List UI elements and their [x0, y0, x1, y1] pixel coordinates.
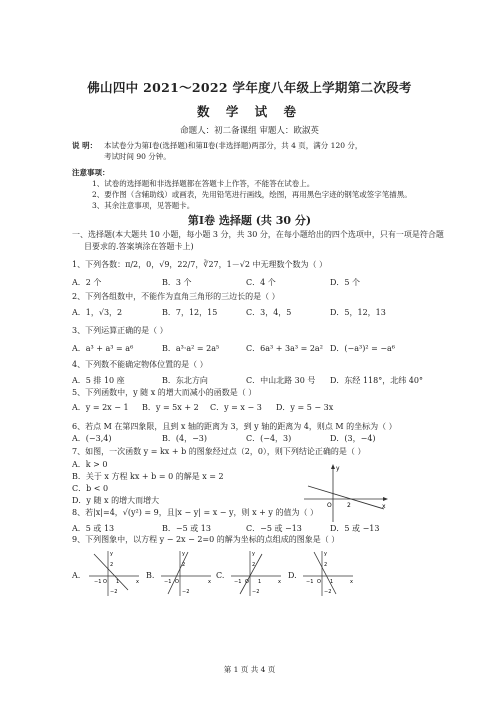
- q4-option-c: C．中山北路 30 号: [246, 376, 316, 385]
- q7-function-line: [308, 486, 384, 509]
- q9c-tick-neg1: −1: [234, 579, 242, 585]
- q9b-tick-neg1: −1: [164, 579, 172, 585]
- q7-option-d: D．y 随 x 的增大而增大: [72, 496, 160, 505]
- q1-option-b: B．3 个: [162, 278, 192, 287]
- exam-title: 佛山四中 2021～2022 学年度八年级上学期第二次段考: [87, 80, 412, 95]
- caution-label: 注意事项：: [72, 168, 110, 177]
- q2-option-a: A．1，√3，2: [72, 308, 123, 317]
- q9a-origin: O: [103, 579, 107, 585]
- notes-line-2: 考试时间 90 分钟。: [104, 152, 171, 161]
- q9d-tick-neg2: −2: [324, 589, 332, 595]
- q6-option-b: B．(4，−3): [162, 434, 208, 443]
- q7-origin-label: O: [327, 502, 332, 509]
- caution-item-1: 1、试卷的选择题和非选择题都在答题卡上作答，不能答在试卷上。: [92, 179, 315, 188]
- q9b-y-label: y: [182, 551, 185, 557]
- q9a-x-label: x: [136, 579, 139, 585]
- q9-graph-b: [158, 548, 214, 598]
- q9b-tick-neg2: −2: [182, 589, 190, 595]
- q9a-tick-neg2: −2: [110, 589, 118, 595]
- q4-option-b: B．东北方向: [162, 376, 208, 385]
- q9-option-b: B.: [146, 571, 155, 580]
- q3-option-d: D．(−a³)² = −a⁶: [330, 344, 396, 353]
- q9-option-d: D.: [288, 571, 297, 580]
- q5-option-b: B．y = 5x + 2: [142, 403, 199, 412]
- q7-option-c: C．b < 0: [72, 484, 109, 493]
- q7-x-label: x: [382, 503, 386, 510]
- notes-label: 说 明：: [72, 141, 98, 150]
- q8-stem: 8、若|x|=4，√(y²) = 9，且|x − y| = x − y，则 x + y 的值为（ ）: [72, 508, 318, 517]
- q7-option-a: A．k > 0: [72, 460, 108, 469]
- q6-option-d: D．(3，−4): [330, 434, 376, 443]
- q8-option-b: B．−5 或 13: [162, 524, 211, 533]
- q6-option-a: A．(−3,4): [72, 434, 112, 443]
- q1-option-c: C．4 个: [246, 278, 276, 287]
- q2-option-c: C．3，4，5: [246, 308, 292, 317]
- q5-option-a: A．y = 2x − 1: [72, 403, 129, 412]
- q9d-function-line: [314, 552, 336, 594]
- q9-graph-c: [228, 548, 284, 598]
- q3-option-b: B．a³·a² = 2a⁵: [162, 344, 220, 353]
- q7-y-label: y: [336, 465, 340, 472]
- q2-option-d: D．5，12，13: [330, 308, 386, 317]
- q8-option-a: A．5 或 13: [72, 524, 115, 533]
- q9c-tick-1: 1: [258, 579, 262, 585]
- q4-option-d: D．东经 118°，北纬 40°: [330, 376, 423, 385]
- q1-option-a: A．2 个: [72, 278, 102, 287]
- exam-subtitle: 数 学 试 卷: [196, 104, 303, 119]
- q7-option-b: B．关于 x 方程 kx + b = 0 的解是 x = 2: [72, 472, 224, 481]
- q6-option-c: C．(−4，3): [246, 434, 292, 443]
- q9-stem: 9、下列图象中，以方程 y − 2x − 2=0 的解为坐标的点组成的图象是（ ）: [72, 535, 340, 544]
- q9b-tick-2: 2: [182, 562, 186, 568]
- q2-stem: 2、下列各组数中，不能作为直角三角形的三边长的是（ ）: [72, 292, 280, 301]
- q9c-y-label: y: [252, 551, 255, 557]
- q9d-x-label: x: [350, 579, 353, 585]
- q9d-tick-1: 1: [330, 579, 334, 585]
- q9b-x-label: x: [208, 579, 211, 585]
- q9b-origin: O: [175, 579, 179, 585]
- q3-option-a: A．a³ + a³ = a⁶: [72, 344, 134, 353]
- q9a-y-label: y: [110, 551, 113, 557]
- q8-option-c: C．−5 或 −13: [246, 524, 302, 533]
- q9-option-c: C.: [216, 571, 225, 580]
- q9-graph-d: [300, 548, 356, 598]
- q9c-function-line: [240, 554, 262, 594]
- q9c-tick-2: 2: [252, 562, 256, 568]
- q2-option-b: B．7，12，15: [162, 308, 218, 317]
- notes-line-1: 本试卷分为第Ⅰ卷(选择题)和第Ⅱ卷(非选择题)两部分，共 4 页，满分 120 分，: [104, 141, 363, 150]
- q9c-x-label: x: [278, 579, 281, 585]
- q1-option-d: D．5 个: [330, 278, 361, 287]
- q9-graph-a: [86, 548, 142, 598]
- part1-instruction-1: 一、选择题(本大题共 10 小题，每小题 3 分，共 30 分，在每小题给出的四个选项中，只有一项是符合题: [72, 230, 444, 239]
- q9a-tick-neg1: −1: [94, 579, 102, 585]
- q8-option-d: D．5 或 −13: [330, 524, 380, 533]
- caution-item-3: 3、其余注意事项，见答题卡。: [92, 201, 195, 210]
- q9c-tick-neg2: −2: [252, 589, 260, 595]
- q1-stem: 1、下列各数：π/2，0，√9，22/7，∛27，1－√2 中无理数个数为（ ）: [72, 260, 328, 269]
- q7-x-arrow-icon: [383, 497, 388, 501]
- q9d-tick-2: 2: [324, 562, 328, 568]
- q9c-origin: O: [245, 579, 249, 585]
- part1-title: 第Ⅰ卷 选择题 (共 30 分): [187, 214, 312, 227]
- q5-option-c: C．y = x − 3: [210, 403, 262, 412]
- q9-option-a: A.: [72, 571, 81, 580]
- q7-y-arrow-icon: [331, 464, 335, 469]
- q3-stem: 3、下列运算正确的是（ ）: [72, 326, 168, 335]
- page-footer: 第 1 页 共 4 页: [223, 665, 276, 674]
- caution-item-2: 2、要作图（含辅助线）或画表，先用铅笔进行画线，绘图，再用黑色字迹的钢笔或签字笔描黑。: [92, 190, 412, 199]
- q9a-tick-2: 2: [110, 562, 114, 568]
- q4-option-a: A．5 排 10 座: [72, 376, 125, 385]
- q9b-function-line: [168, 552, 188, 594]
- q7-stem: 7、如图，一次函数 y = kx + b 的图象经过点（2，0），则下列结论正确的是（ ）: [72, 447, 366, 456]
- q4-stem: 4、下列数不能确定物体位置的是（ ）: [72, 360, 208, 369]
- q9a-tick-1: 1: [116, 579, 120, 585]
- q5-option-d: D．y = 5 − 3x: [276, 403, 334, 412]
- authors-line: 命题人：初二备课组 审题人：欧淑英: [180, 126, 319, 136]
- q5-stem: 5、下列函数中，y 随 x 的增大而减小的函数是（ ）: [72, 388, 257, 397]
- q9d-tick-neg1: −1: [306, 579, 314, 585]
- q9d-origin: O: [317, 579, 321, 585]
- q6-stem: 6、若点 M 在第四象限，且到 x 轴的距离为 3，到 y 轴的距离为 4，则点 M 的坐标为（ ）: [72, 422, 397, 431]
- q3-option-c: C．6a³ + 3a³ = 2a²: [246, 344, 323, 353]
- part1-instruction-2: 目要求的.答案填涂在答题卡上): [84, 242, 194, 251]
- q7-point-label: 2: [347, 502, 351, 509]
- q9d-y-label: y: [324, 551, 327, 557]
